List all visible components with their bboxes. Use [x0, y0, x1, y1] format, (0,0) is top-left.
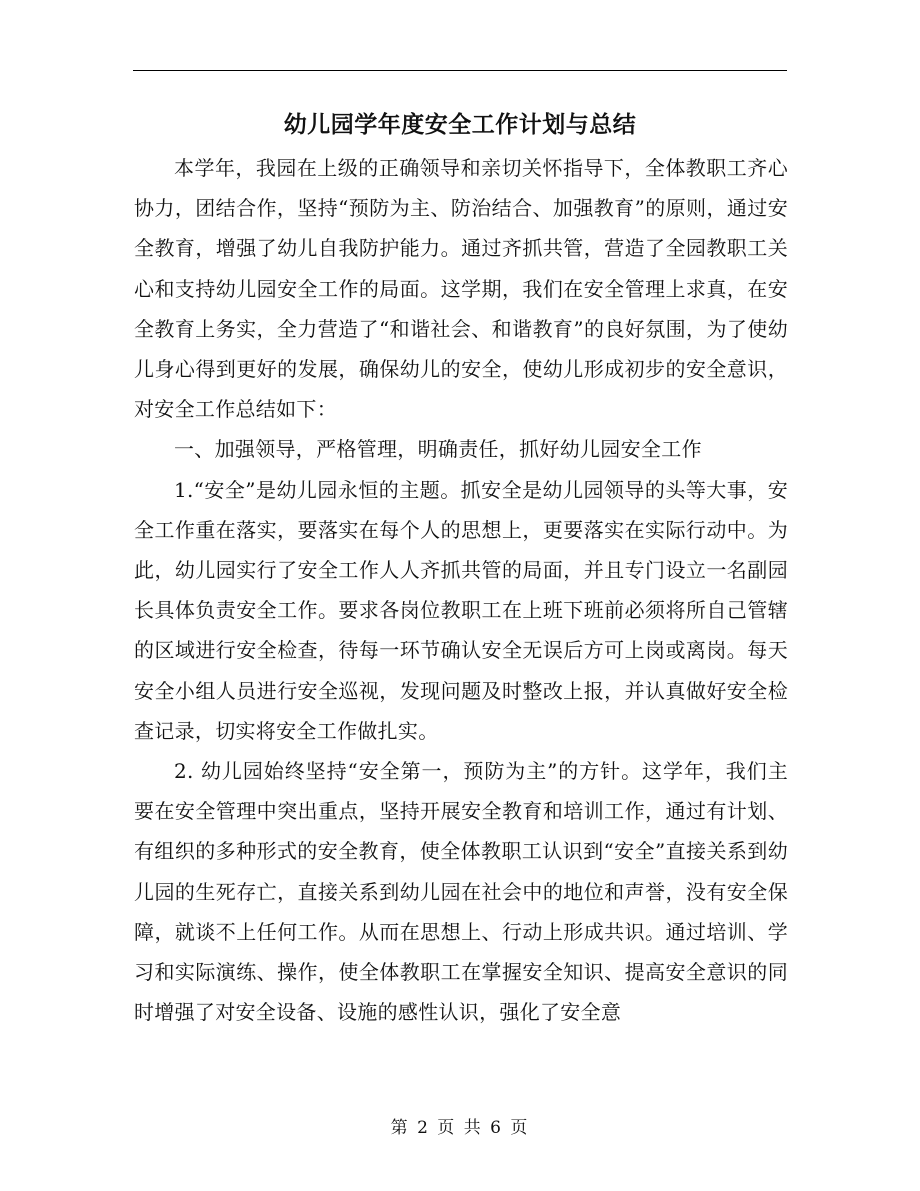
- section-heading-1: 一、加强领导，严格管理，明确责任，抓好幼儿园安全工作: [174, 437, 702, 462]
- header-rule: [133, 70, 787, 71]
- page-number-label: 第 2 页 共 6 页: [390, 1118, 530, 1138]
- paragraph-intro: 本学年，我园在上级的正确领导和亲切关怀指导下，全体教职工齐心协力，团结合作，坚持“预防为主、防治结合、加强教育”的原则，通过安全教育，增强了幼儿自我防护能力。通过齐抓共管，营造了全园教职工关心和支持幼儿园安全工作的局面。这学期，我们在安全管理上求真，在安全教育上务实，全力营造了“和谐社会、和谐教育”的良好氛围，为了使幼儿身心得到更好的发展，确保幼儿的安全，使幼儿形成初步的安全意识，对安全工作总结如下：: [134, 156, 788, 422]
- document-body: [134, 148, 788, 1032]
- paragraph-item-1: 1.“安全”是幼儿园永恒的主题。抓安全是幼儿园领导的头等大事，安全工作重在落实，要落实在每个人的思想上，更要落实在实际行动中。为此，幼儿园实行了安全工作人人齐抓共管的局面，并且专门设立一名副园长具体负责安全工作。要求各岗位教职工在上班下班前必须将所自己管辖的区域进行安全检查，待每一环节确认安全无误后方可上岗或离岗。每天安全小组人员进行安全巡视，发现问题及时整改上报，并认真做好安全检查记录，切实将安全工作做扎实。: [134, 477, 788, 743]
- page-number-footer: [0, 1113, 920, 1138]
- paragraph-item-2: 2. 幼儿园始终坚持“安全第一，预防为主”的方针。这学年，我们主要在安全管理中突出重点，坚持开展安全教育和培训工作，通过有计划、有组织的多种形式的安全教育，使全体教职工认识到“安全”直接关系到幼儿园的生死存亡，直接关系到幼儿园在社会中的地位和声誉，没有安全保障，就谈不上任何工作。从而在思想上、行动上形成共识。通过培训、学习和实际演练、操作，使全体教职工在掌握安全知识、提高安全意识的同时增强了对安全设备、设施的感性认识，强化了安全意: [134, 759, 788, 1025]
- document-title: 幼儿园学年度安全工作计划与总结: [283, 112, 637, 138]
